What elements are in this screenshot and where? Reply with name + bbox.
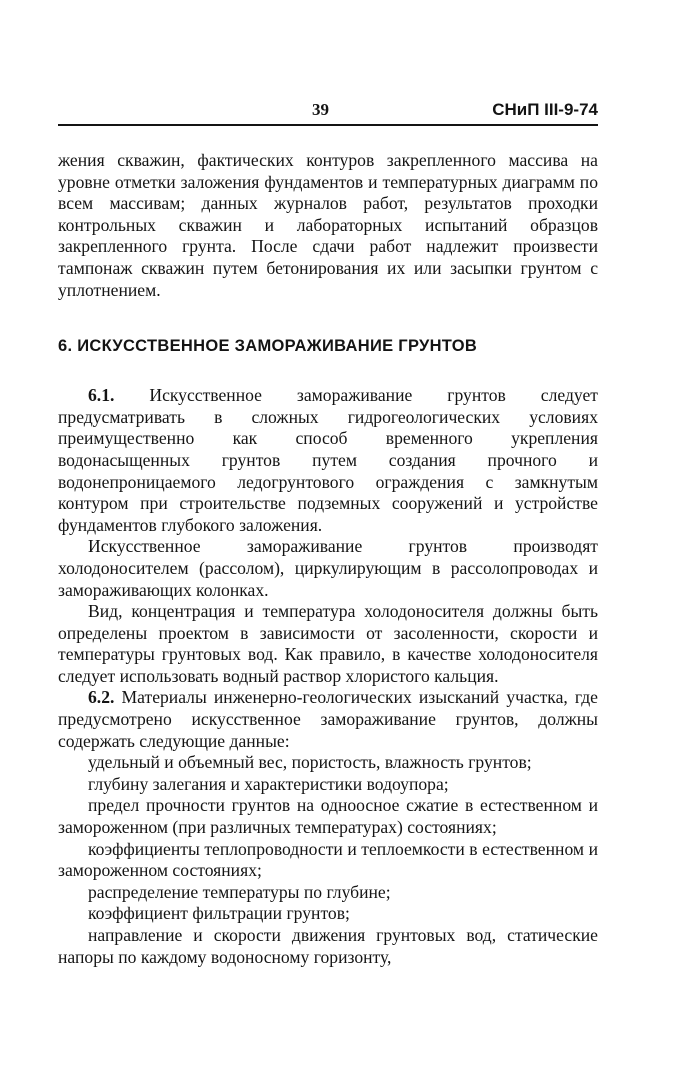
clause-text: Материалы инженерно-геологических изысканий участка, где предусмотрено искусственное замораживание грунтов, должны содержать следующие данные: bbox=[58, 687, 598, 751]
paragraph-coolant: Искусственное замораживание грунтов производят холодоносителем (рассолом), циркулирующим в рассолопроводах и замораживающих колонках. bbox=[58, 536, 598, 600]
clause-6-1 bbox=[58, 385, 598, 536]
required-data-list bbox=[58, 752, 598, 968]
document-page bbox=[58, 100, 598, 968]
clause-6-2 bbox=[58, 687, 598, 752]
list-item: удельный и объемный вес, пористость, влажность грунтов; bbox=[88, 752, 532, 773]
list-item: предел прочности грунтов на одноосное сжатие в естественном и замороженном (при различных температурах) состояниях; bbox=[58, 795, 598, 838]
header-rule bbox=[58, 124, 598, 126]
page-header bbox=[58, 100, 598, 126]
paragraph-coolant-type: Вид, концентрация и температура холодоносителя должны быть определены проектом в зависимости от засоленности, скорости и температуры грунтовых вод. Как правило, в качестве холодоносителя следует использовать водный раствор хлористого кальция. bbox=[58, 601, 598, 686]
list-item: коэффициент фильтрации грунтов; bbox=[88, 903, 350, 924]
section-title: 6. ИСКУССТВЕННОЕ ЗАМОРАЖИВАНИЕ ГРУНТОВ bbox=[58, 337, 478, 356]
page-number: 39 bbox=[312, 100, 329, 119]
clause-number: 6.1. bbox=[88, 385, 115, 406]
document-code: СНиП III-9-74 bbox=[492, 100, 598, 119]
clause-text: Искусственное замораживание грунтов следует предусматривать в сложных гидрогеологических условиях преимущественно как способ временного укрепления водонасыщенных грунтов путем создания прочного и водонепроницаемого ледогрунтового ограждения с замкнутым контуром при строительстве подземных сооружений и устройстве фундаментов глубокого заложения. bbox=[58, 385, 598, 535]
continued-paragraph: жения скважин, фактических контуров закрепленного массива на уровне отметки заложения фундаментов и температурных диаграмм по всем массивам; данных журналов работ, результатов проходки контрольных скважин и лабораторных испытаний образцов закрепленного грунта. После сдачи работ надлежит произвести тампонаж скважин путем бетонирования их или засыпки грунтом с уплотнением. bbox=[58, 150, 598, 300]
list-item: распределение температуры по глубине; bbox=[88, 881, 391, 902]
list-item: коэффициенты теплопроводности и теплоемкости в естественном и замороженном состояниях; bbox=[58, 838, 598, 881]
list-item: направление и скорости движения грунтовых вод, статические напоры по каждому водоносному горизонту, bbox=[58, 925, 598, 967]
list-item: глубину залегания и характеристики водоупора; bbox=[88, 773, 449, 794]
clause-number: 6.2. bbox=[88, 687, 115, 708]
